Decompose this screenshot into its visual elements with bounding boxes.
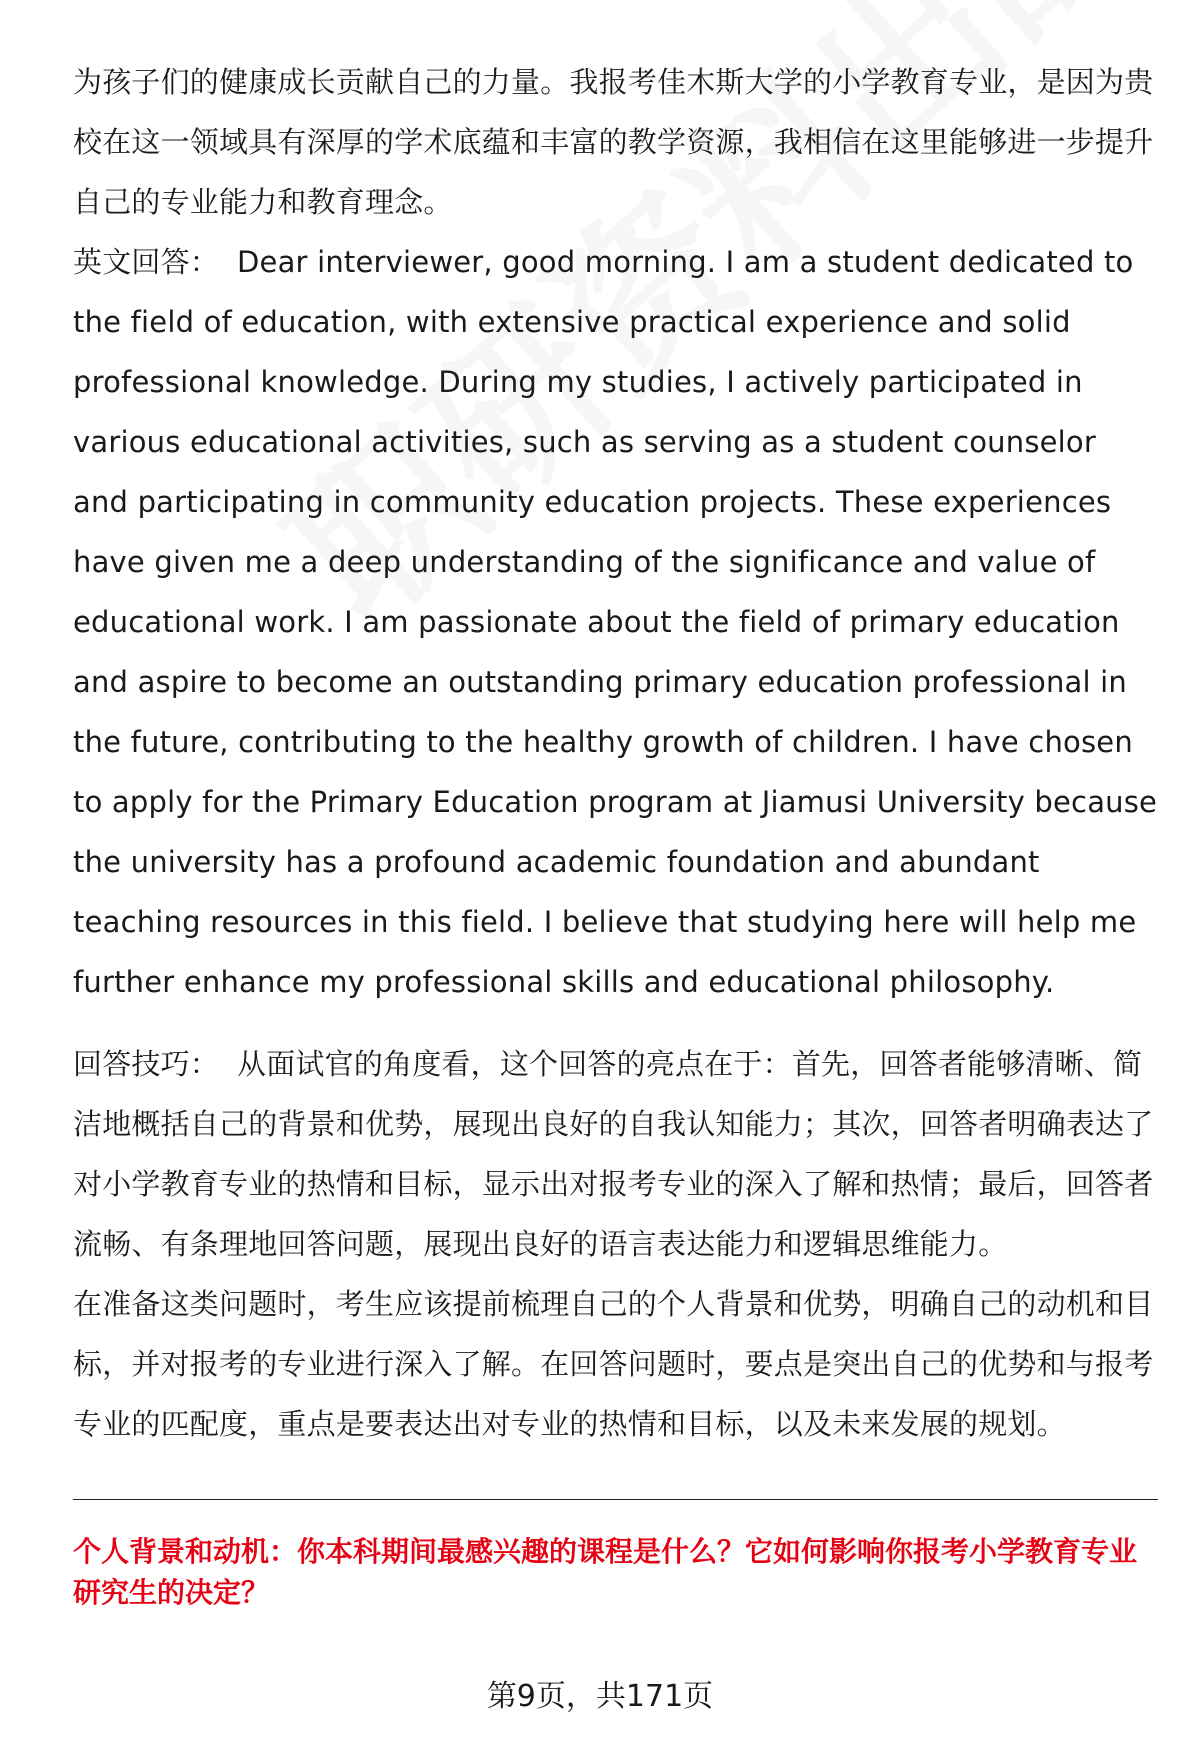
chinese-answer-tail <box>73 52 1158 232</box>
preparation-advice <box>73 1274 1158 1454</box>
paragraph-text: 为孩子们的健康成长贡献自己的力量。我报考佳木斯大学的小学教育专业，是因为贵校在这一领域具有深厚的学术底蕴和丰富的教学资源，我相信在这里能够进一步提升自己的专业能力和教育理念。 <box>73 65 1154 219</box>
section-divider <box>73 1499 1158 1500</box>
english-answer <box>73 232 1158 1012</box>
answer-tips <box>73 1034 1158 1274</box>
paragraph-text: 在准备这类问题时，考生应该提前梳理自己的个人背景和优势，明确自己的动机和目标，并对报考的专业进行深入了解。在回答问题时，要点是突出自己的优势和与报考专业的匹配度，重点是要表达出对专业的热情和目标，以及未来发展的规划。 <box>73 1287 1154 1441</box>
next-question-heading: 个人背景和动机：你本科期间最感兴趣的课程是什么？它如何影响你报考小学教育专业研究生的决定？ <box>73 1535 1138 1609</box>
english-answer-label: 英文回答： <box>73 245 220 279</box>
answer-body <box>73 52 1158 1454</box>
page-number: 第9页，共171页 <box>486 1679 714 1714</box>
paragraph-text: Dear interviewer, good morning. I am a student dedicated to the field of education, with extensive practical experience and solid professional knowledge. During my studies, I actively participated in various educational activities, such as serving as a student counselor and participating in community education projects. These experiences have given me a deep understanding of the significance and value of educational work. I am passionate about the field of primary education and aspire to become an outstanding primary education professional in the future, contributing to the healthy growth of children. I have chosen to apply for the Primary Education program at Jiamusi University because the university has a profound academic foundation and abundant teaching resources in this field. I believe that studying here will help me further enhance my professional skills and educational philosophy. <box>73 245 1158 999</box>
paragraph-text: 从面试官的角度看，这个回答的亮点在于：首先，回答者能够清晰、简洁地概括自己的背景和优势，展现出良好的自我认知能力；其次，回答者明确表达了对小学教育专业的热情和目标，显示出对报考专业的深入了解和热情；最后，回答者流畅、有条理地回答问题，展现出良好的语言表达能力和逻辑思维能力。 <box>73 1047 1154 1261</box>
answer-tips-label: 回答技巧： <box>73 1047 220 1081</box>
